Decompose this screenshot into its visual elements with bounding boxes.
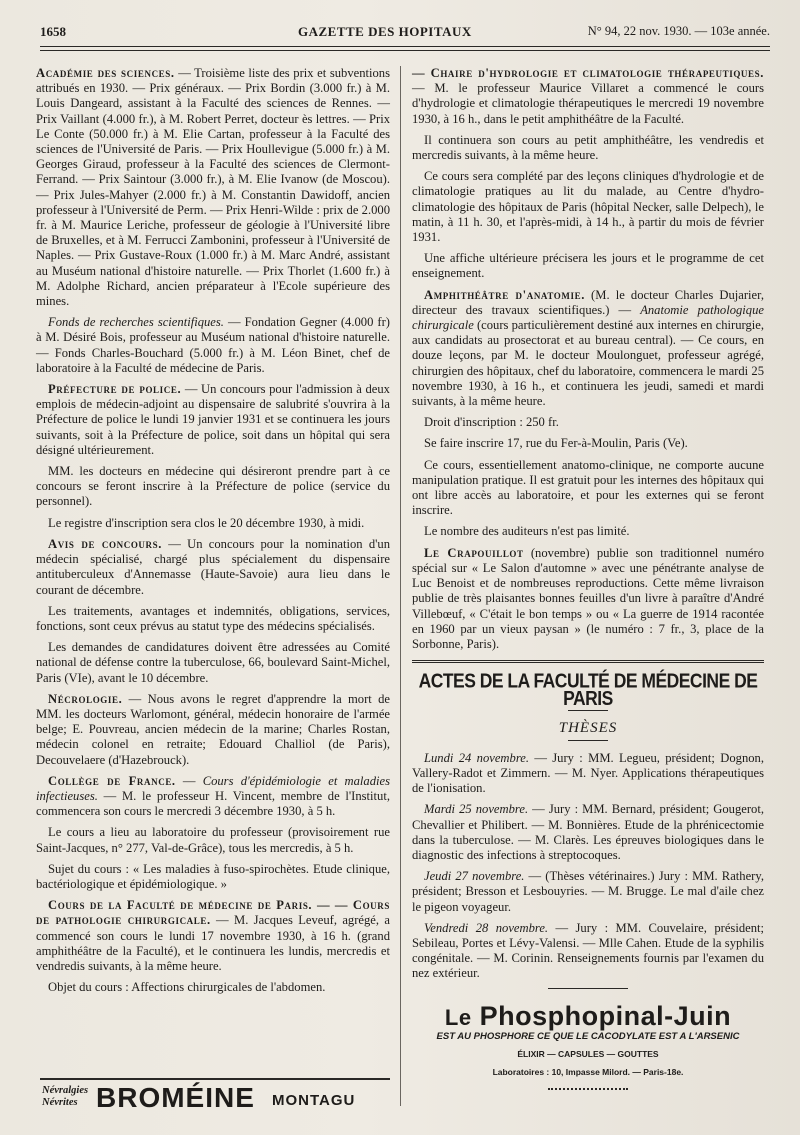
article-heading: Préfecture de police. bbox=[48, 382, 182, 397]
paragraph: Objet du cours : Affections chirurgicales de l'abdomen. bbox=[48, 980, 326, 995]
section-divider bbox=[412, 660, 764, 663]
thesis-date: Vendredi 28 novembre. bbox=[424, 920, 549, 935]
article-cours-faculte bbox=[36, 898, 390, 974]
article-subheading: — — Cours de pathologie chirurgicale. bbox=[36, 898, 390, 928]
article-college-de-france bbox=[36, 774, 390, 820]
paragraph: Une affiche ultérieure précisera les jours et le programme de cet enseignement. bbox=[412, 251, 764, 281]
header-rule-bottom bbox=[40, 50, 770, 51]
issue-info: N° 94, 22 nov. 1930. — 103e année. bbox=[587, 24, 770, 38]
article-prefecture bbox=[36, 382, 390, 458]
ad-laboratory: Laboratoires : 10, Impasse Milord. — Paris-18e. bbox=[492, 1067, 684, 1078]
article-text: — Nous avons le regret d'apprendre la mort de MM. les docteurs Warlomont, général, médecin honoraire de l'armée belge; E. Pouvreau, ancien médecin de la marine; Charles Rostan, médecin colonel en retraite; Edouard Challiol (de Paris), Decouvelaere (d'Hazebrouck). bbox=[36, 691, 390, 767]
ad-indication: Névralgies bbox=[42, 1085, 89, 1096]
thesis-entry bbox=[412, 869, 764, 915]
left-column bbox=[36, 66, 390, 1001]
article-text: — Troisième liste des prix et subventions attribués en 1930. — Prix généraux. — Prix Bordin (3.000 fr.) à M. Louis Dangeard, assistant à la Faculté des sciences de Rennes. — Prix Vaillant (4.000 fr.), à M. Robert Perret, docteur ès lettres. — Prix Le Conte (50.000 fr.) à M. Elie Cartan, professeur à la Faculté des sciences de l'Université de Paris. — Prix Houllevigue (5.000 fr.) à M. Georges Giraud, professeur à la Faculté des sciences de Clermont-Ferrand. — Prix Saintour (3.000 fr.), à M. Elie Ivanow (de Moscou). — Prix Jules-Mahyer (2.000 fr.) à M. Constantin Dawidoff, ancien professeur à l'Université de Perm. — Prix Henri-Wilde : prix de 2.000 fr. à M. Maurice Leriche, professeur de géologie à l'Université libre de Bruxelles, et à M. Ferrucci Zambonini, professeur à l'Université de Naples. — Prix Gustave-Roux (1.000 fr.) à M. Marc André, assistant au Muséum national d'histoire naturelle. — Prix Thorlet (1.600 fr.) à M. Adolphe Richard, ancien préparateur à l'Ecole supérieure des mines. bbox=[36, 66, 390, 309]
article-text: — Un concours pour la nomination d'un médecin spécialisé, chargé plus spécialement du dispensaire antituberculeux d'Annemasse (Haute-Savoie) aura lieu dans le courant de décembre. bbox=[36, 536, 390, 597]
thesis-entry bbox=[412, 802, 764, 863]
article-text: (novembre) publie son traditionnel numéro spécial sur « Le Salon d'automne » avec une pénétrante analyse de Luc Benoist et de nombreuses reproductions. Cette même livraison publie de très plaisantes bonnes feuilles d'un livre à paraître d'André Villebœuf, « C'était le bon temps » ou « La guerre de 1914 racontée en 1960 par un vieux paysan » (le numéro : 7 fr., 3, place de la Sorbonne, Paris). bbox=[412, 545, 764, 651]
article-heading: — Chaire d'hydrologie et climatologie thérapeutiques. bbox=[412, 66, 764, 80]
article-fonds bbox=[36, 315, 390, 376]
ad-indication: Névrites bbox=[42, 1097, 78, 1108]
page-header bbox=[40, 22, 770, 44]
article-heading: Cours de la Faculté de médecine de Paris. bbox=[48, 898, 313, 913]
thesis-date: Jeudi 27 novembre. bbox=[424, 869, 525, 884]
article-heading: Le Crapouillot bbox=[424, 545, 524, 560]
right-column bbox=[412, 66, 764, 1090]
article-academie bbox=[36, 66, 390, 309]
article-heading: Nécrologie. bbox=[48, 691, 123, 706]
article-text: — M. le professeur H. Vincent, membre de l'Institut, commencera son cours le mercredi 3 décembre 1930, à 5 h. bbox=[36, 788, 390, 819]
section-title: ACTES DE LA FACULTÉ DE MÉDECINE DE PARIS bbox=[418, 669, 758, 710]
theses-heading: THÈSES bbox=[558, 719, 618, 736]
thesis-text: — Jury : MM. Legueu, président; Dognon, Vallery-Radot et Zimmern. — M. Nyer. Applications thérapeutiques de l'ionisation. bbox=[412, 750, 764, 796]
thesis-entry bbox=[412, 751, 764, 797]
paragraph: Ce cours sera complété par des leçons cliniques d'hydrologie et de climatologie pratiques au lit du malade, au Centre d'hydro-climatologie des hôpitaux de Paris (hôpital Necker, salle Delpech), le matin, à 11 h. 30, et l'après-midi, à 14 h., à partir du mois de février 1931. bbox=[412, 169, 764, 245]
article-anatomie bbox=[412, 288, 764, 410]
section-title-rule bbox=[568, 710, 608, 711]
thesis-text: — Jury : MM. Couvelaire, président; Sebileau, Portes et Lévy-Valensi. — Mlle Cahen. Etude de la syphilis congénitale. — M. Corinin. Renseignements fournis par l'examen du nez extérieur. bbox=[412, 920, 764, 981]
thesis-date: Mardi 25 novembre. bbox=[424, 802, 529, 817]
paragraph: Le registre d'inscription sera clos le 20 décembre 1930, à midi. bbox=[48, 515, 365, 530]
article-text: — M. Jacques Leveuf, agrégé, a commencé son cours le lundi 17 novembre 1930, à 16 h. (grand amphithéâtre de la Faculté), et le continuera les lundis, mercredis et vendredis suivants, à la même heure. bbox=[36, 913, 390, 973]
bromeine-advertisement bbox=[40, 1078, 390, 1114]
ad-separator bbox=[548, 988, 628, 989]
article-text: — Un concours pour l'admission à deux emplois de médecin-adjoint au dispensaire de salubrité s'ouvrira à la Préfecture de police le lundi 19 janvier 1931 et se continuera les jours suivants, soit à la Préfecture de police, soit dans un hôpital qui sera désigné ultérieurement. bbox=[36, 382, 390, 457]
article-text: — Fondation Gegner (4.000 fr) à M. Désiré Bois, professeur au Muséum national d'histoire naturelle. — Fonds Charles-Bouchard (5.000 fr.) à M. Léon Binet, chef de laboratoire à la Faculté de médecine de Paris. bbox=[36, 315, 390, 375]
paragraph: Ce cours, essentiellement anatomo-clinique, ne comporte aucune manipulation pratique. Il est gratuit pour les internes des hôpitaux qui ont libre accès au laboratoire, et pour les externes qui se feront inscrire. bbox=[412, 457, 764, 518]
paragraph: Le cours a lieu au laboratoire du professeur (provisoirement rue Saint-Jacques, n° 277, Val-de-Grâce), tous les mercredis, à 5 h. bbox=[36, 825, 390, 855]
ad-ornament bbox=[548, 1088, 628, 1090]
article-lead: Anatomie pathologique chirurgicale bbox=[412, 302, 764, 333]
paragraph: MM. les docteurs en médecine qui désireront prendre part à ce concours se feront inscrire à la Préfecture de police (service du personnel). bbox=[36, 464, 390, 509]
article-hydrologie bbox=[412, 66, 764, 127]
ad-forms: ÉLIXIR — CAPSULES — GOUTTES bbox=[517, 1048, 659, 1059]
thesis-entry bbox=[412, 921, 764, 982]
article-heading: Amphithéâtre d'anatomie. bbox=[424, 287, 585, 302]
ad-brand-name: Phosphopinal-Juin bbox=[479, 1000, 732, 1031]
paragraph: Sujet du cours : « Les maladies à fuso-spirochètes. Etude clinique, bactériologique et épidémiologique. » bbox=[36, 861, 390, 891]
article-heading: Académie des sciences. bbox=[36, 66, 175, 80]
article-heading: Collège de France. bbox=[48, 773, 176, 788]
paragraph: Les demandes de candidatures doivent être adressées au Comité national de défense contre la tuberculose, 66, boulevard Saint-Michel, Paris (VIe), avant le 10 décembre. bbox=[36, 640, 390, 685]
article-necrologie bbox=[36, 692, 390, 768]
article-text: (M. le docteur Charles Dujarier, directeur des travaux scientifiques.) — bbox=[412, 287, 764, 317]
article-heading: Avis de concours. bbox=[48, 536, 162, 551]
theses-rule bbox=[568, 740, 608, 741]
page-number: 1658 bbox=[40, 24, 66, 39]
ad-brand-article: Le bbox=[444, 1004, 472, 1030]
article-text: (cours particulièrement destiné aux internes en chirurgie, aux candidats au prosectorat et au bureau central). — Ce cours, en douze leçons, par M. le docteur Moulonguet, professeur agrégé, chirurgien des hôpitaux, chef du laboratoire, commencera le mardi 25 novembre 1930, à 16 h., et continuera les jeudi, samedi et mardi suivants, à la même heure. bbox=[412, 318, 764, 409]
article-lead: Cours d'épidémiologie et maladies infectieuses. bbox=[36, 773, 390, 803]
article-text: — M. le professeur Maurice Villaret a commencé le cours d'hydrologie et climatologie thérapeutiques le mercredi 19 novembre 1930, à 16 h., dans le petit amphithéâtre de la Faculté. bbox=[412, 81, 764, 126]
ad-maker: MONTAGU bbox=[272, 1092, 356, 1109]
thesis-text: — Jury : MM. Bernard, président; Gougerot, Chevallier et Philibert. — M. Bonnières. Etude de la phrénicectomie dans la tuberculose. — M. Clarès. Les épreuves biologiques dans le diagnostic des infections à streptocoques. bbox=[412, 802, 764, 862]
thesis-text: — (Thèses vétérinaires.) Jury : MM. Rathery, président; Bresson et Lesbouyries. — M. Brugge. Le mal d'aile chez le pigeon voyageur. bbox=[412, 869, 765, 914]
paragraph: Se faire inscrire 17, rue du Fer-à-Moulin, Paris (Ve). bbox=[424, 436, 688, 451]
paragraph: Le nombre des auditeurs n'est pas limité. bbox=[424, 524, 630, 539]
ad-brand bbox=[412, 1000, 764, 1031]
header-rule-top bbox=[40, 46, 770, 47]
ad-indications bbox=[42, 1085, 88, 1109]
article-lead: Fonds de recherches scientifiques. bbox=[48, 315, 224, 330]
paragraph: Droit d'inscription : 250 fr. bbox=[424, 415, 559, 430]
ad-tagline: EST AU PHOSPHORE CE QUE LE CACODYLATE EST A L'ARSENIC bbox=[436, 1030, 740, 1042]
thesis-date: Lundi 24 novembre. bbox=[424, 750, 529, 765]
paragraph: Les traitements, avantages et indemnités, obligations, services, fonctions, sont ceux prévus au statut type des médecins spécialisés. bbox=[36, 603, 390, 633]
phosphopinal-advertisement bbox=[412, 1000, 764, 1091]
dash: — bbox=[175, 773, 203, 788]
article-crapouillot bbox=[412, 546, 764, 652]
ad-brand-name: BROMÉINE bbox=[96, 1082, 255, 1113]
article-avis-concours bbox=[36, 537, 390, 598]
paragraph: Il continuera son cours au petit amphithéâtre, les vendredis et mercredis suivants, à la même heure. bbox=[412, 132, 764, 163]
journal-title: GAZETTE DES HOPITAUX bbox=[298, 24, 472, 39]
column-separator bbox=[400, 66, 401, 1106]
